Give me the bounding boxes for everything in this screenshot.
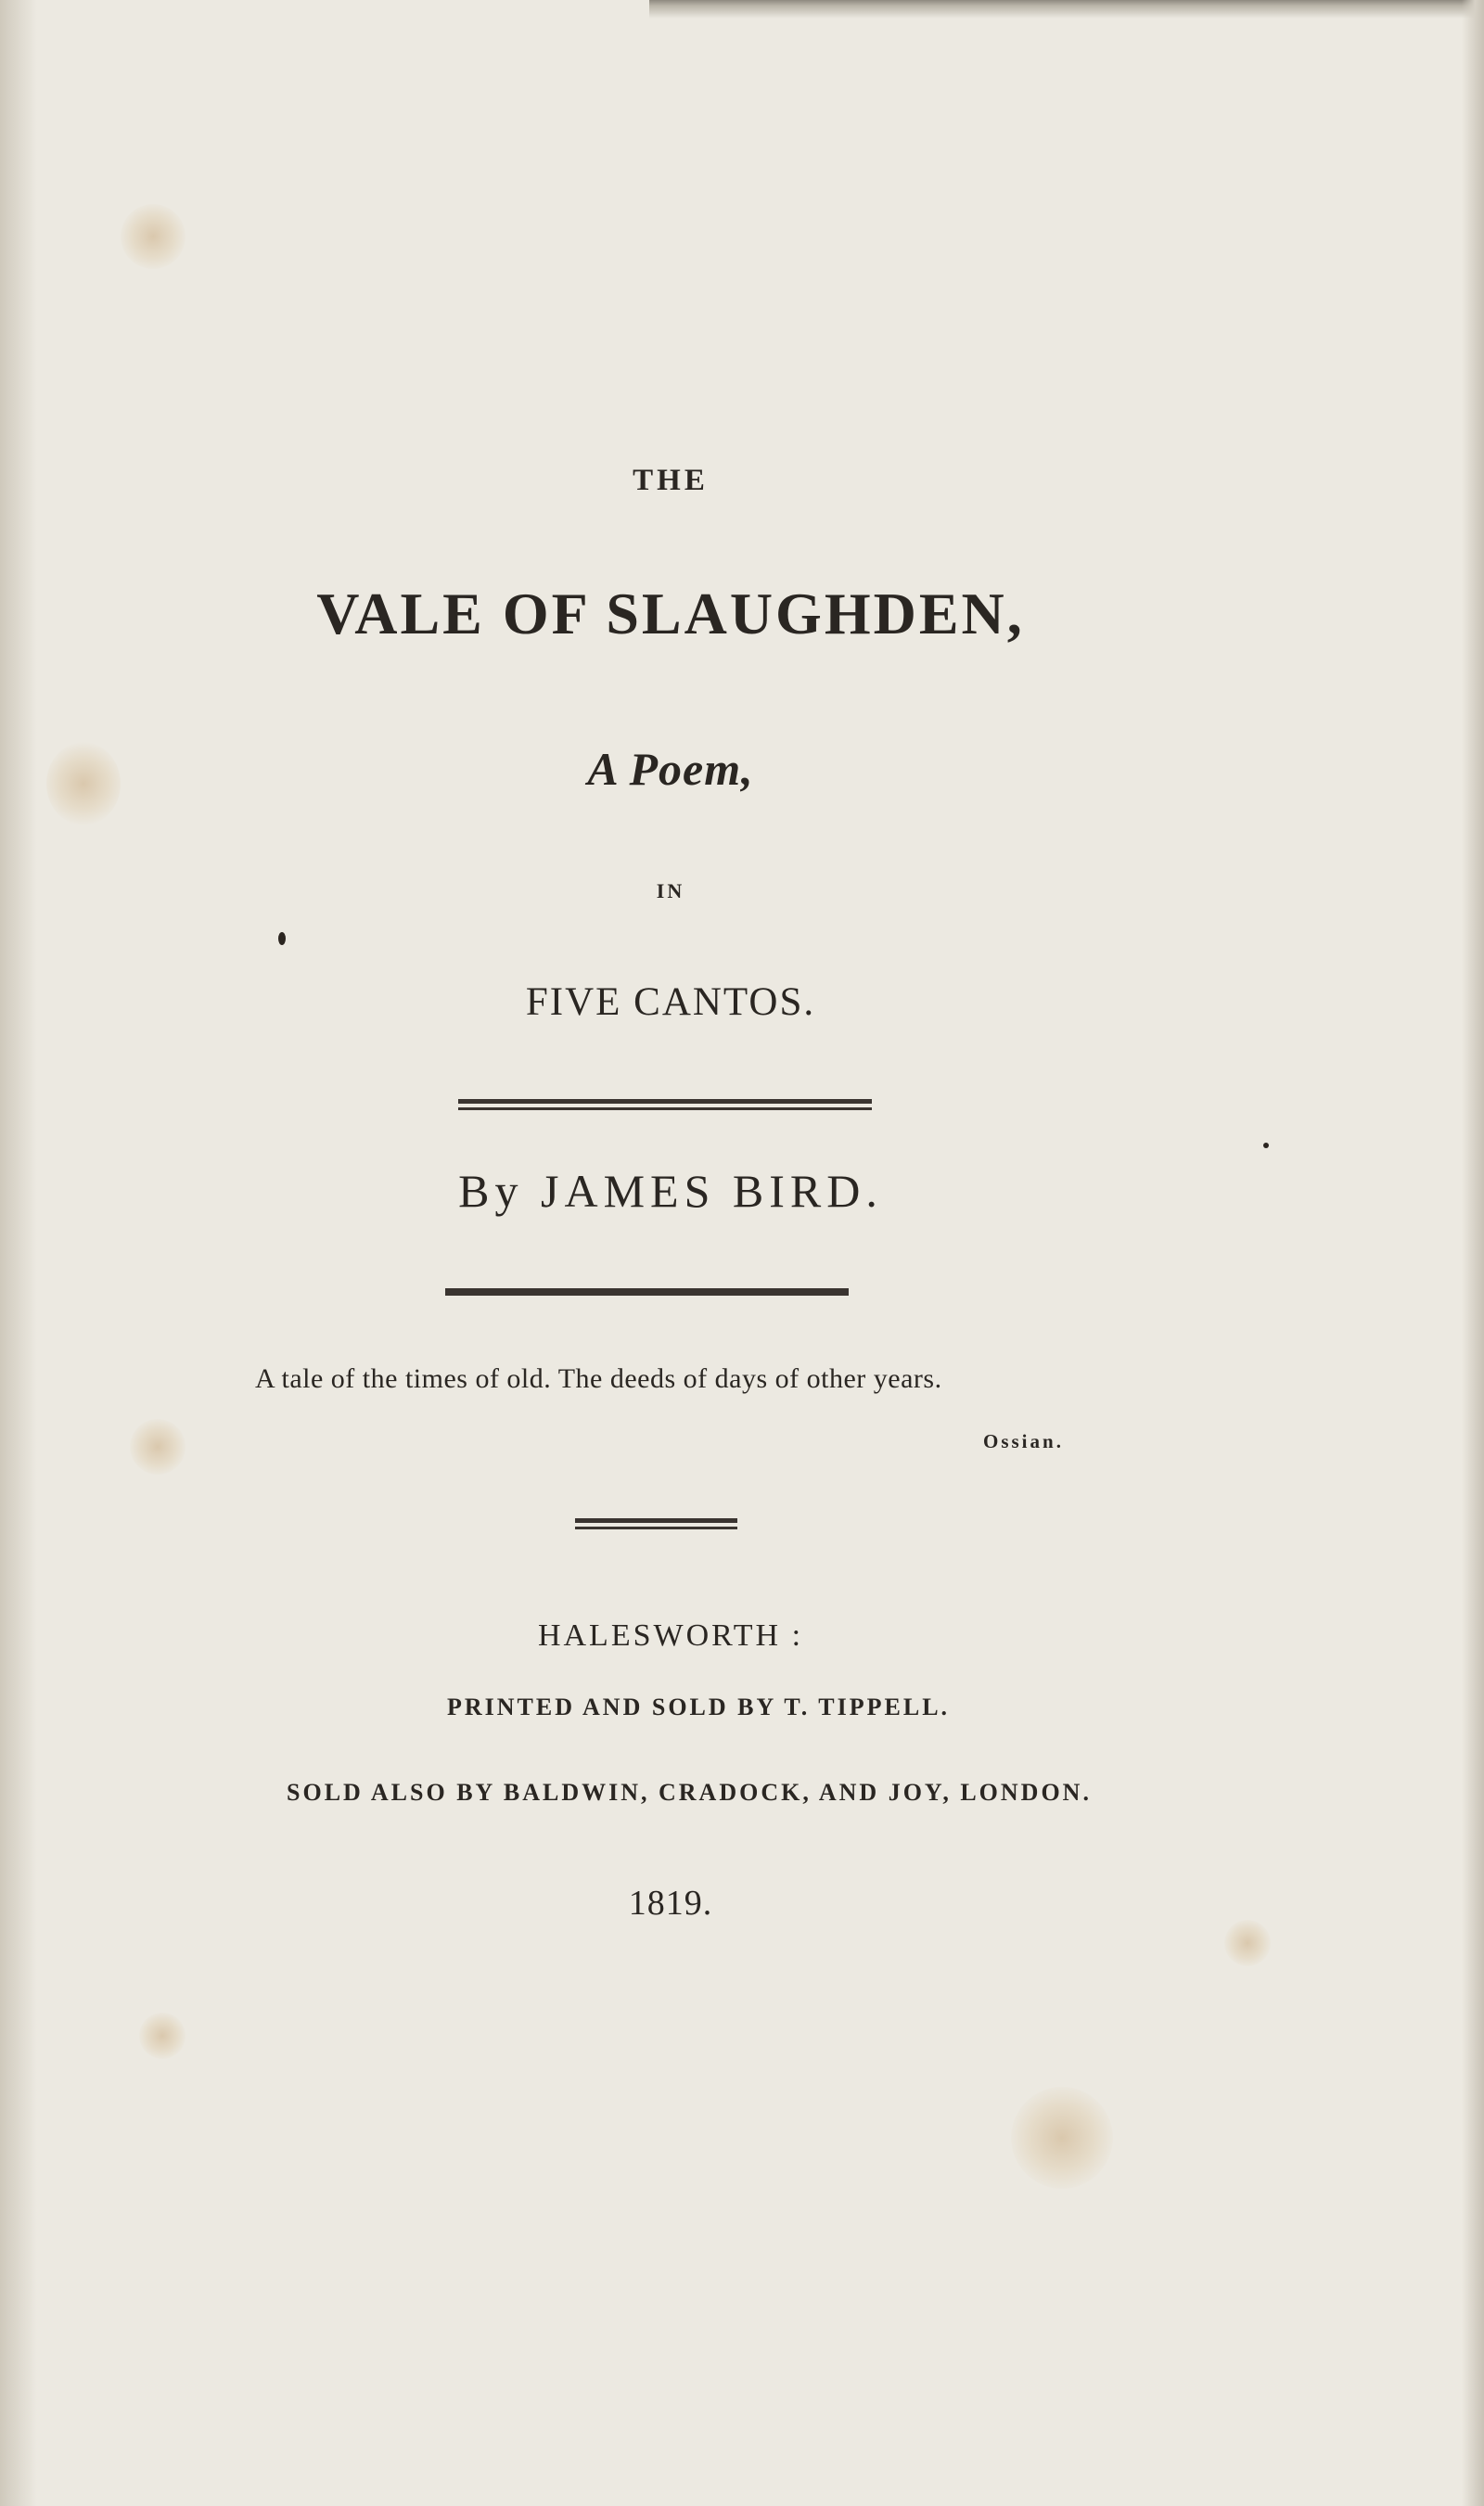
title-in: IN xyxy=(656,879,685,902)
double-rule-middle xyxy=(445,1285,849,1296)
ink-speck xyxy=(278,932,286,945)
foxing-stain xyxy=(1011,2087,1113,2189)
book-subtitle: A Poem, xyxy=(587,743,754,795)
foxing-stain xyxy=(1224,1920,1271,1966)
imprint-also-sold: SOLD ALSO BY BALDWIN, CRADOCK, AND JOY, LONDON. xyxy=(287,1779,1092,1806)
imprint-printer: PRINTED AND SOLD BY T. TIPPELL. xyxy=(446,1694,951,1720)
page-left-edge xyxy=(0,0,37,2506)
page-top-edge xyxy=(649,0,1484,19)
foxing-stain xyxy=(130,1419,186,1475)
book-title: VALE OF SLAUGHDEN, xyxy=(316,581,1025,646)
page-right-edge xyxy=(1462,0,1484,2506)
ink-speck xyxy=(1263,1143,1269,1148)
double-rule-top xyxy=(458,1099,872,1110)
foxing-stain xyxy=(139,2013,186,2059)
double-rule-bottom xyxy=(575,1518,737,1529)
cantos-line: FIVE CANTOS. xyxy=(525,980,816,1024)
foxing-stain xyxy=(121,204,186,269)
imprint-place: HALESWORTH : xyxy=(537,1618,804,1653)
epigraph: A tale of the times of old. The deeds of days of other years. xyxy=(255,1363,942,1394)
epigraph-attribution: Ossian. xyxy=(983,1430,1064,1452)
imprint-year: 1819. xyxy=(628,1884,713,1923)
author-line: By JAMES BIRD. xyxy=(458,1165,883,1217)
title-the: THE xyxy=(633,464,709,497)
